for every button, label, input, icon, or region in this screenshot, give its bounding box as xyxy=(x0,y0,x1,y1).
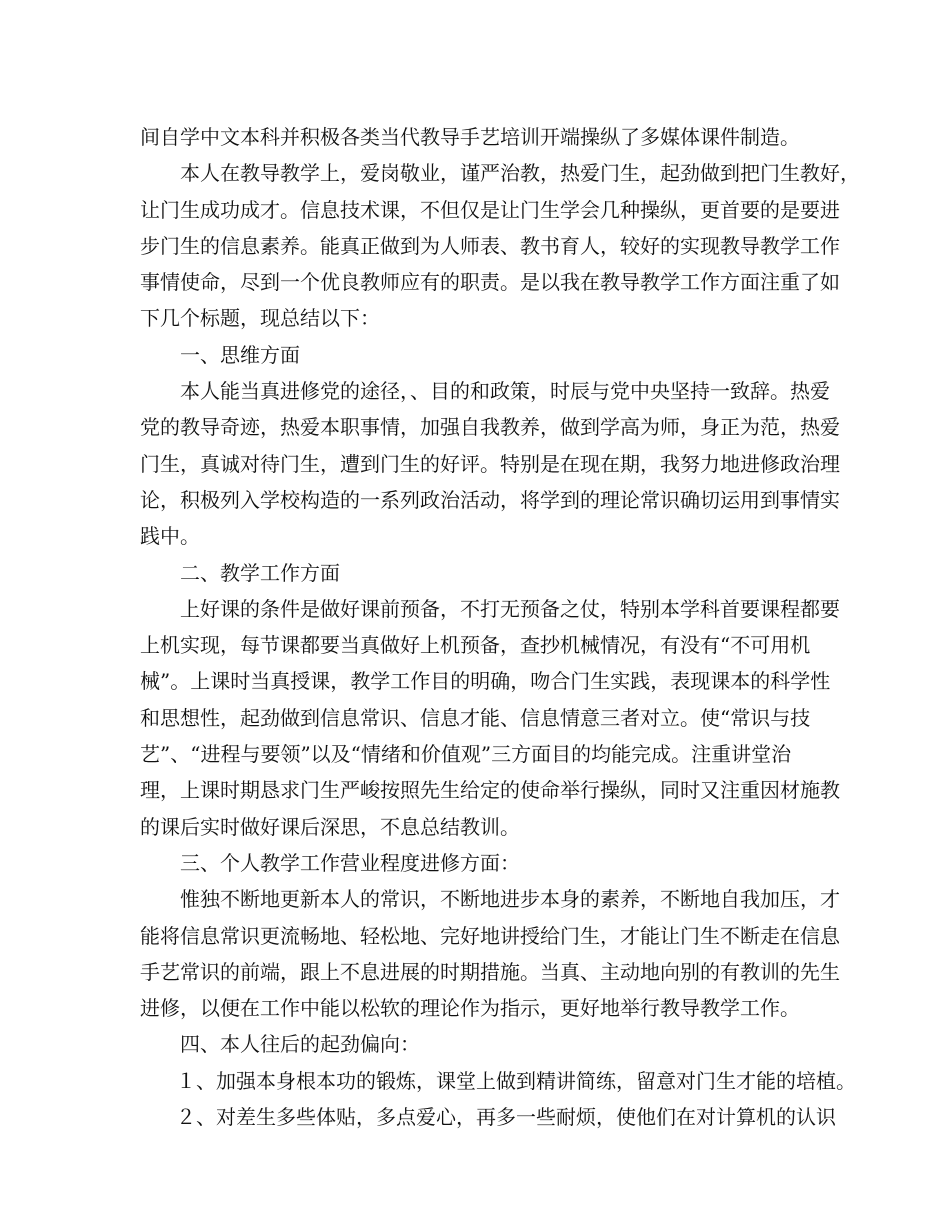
text-line: 二、教学工作方面 xyxy=(180,560,340,585)
text-line: 手艺常识的前端，跟上不息进展的时期措施。当真、主动地向别的有教训的先生 xyxy=(140,959,840,984)
text-line: 本人能当真进修党的途径，、目的和政策，时辰与党中央坚持一致辞。热爱 xyxy=(180,379,830,404)
text-line: 艺”、“进程与要领”以及“情绪和价值观”三方面目的均能完成。注重讲堂治 xyxy=(140,742,792,767)
text-line: 和思想性，起劲做到信息常识、信息才能、信息情意三者对立。使“常识与技 xyxy=(140,705,811,730)
document-body xyxy=(140,119,860,1135)
text-line: １、加强本身根本功的锻炼，课堂上做到精讲简练，留意对门生才能的培植。 xyxy=(176,1068,856,1093)
text-line: 门生，真诚对待门生，遭到门生的好评。特别是在现在期，我努力地进修政治理 xyxy=(140,451,840,476)
text-line: 三、个人教学工作营业程度进修方面： xyxy=(180,850,520,875)
text-line: 能将信息常识更流畅地、轻松地、完好地讲授给门生，才能让门生不断走在信息 xyxy=(140,923,840,948)
text-line: 理，上课时期恳求门生严峻按照先生给定的使命举行操纵，同时又注重因材施教 xyxy=(140,778,840,803)
text-line: 践中。 xyxy=(140,524,200,549)
text-line: 四、本人往后的起劲偏向： xyxy=(180,1032,420,1057)
text-line: 事情使命，尽到一个优良教师应有的职责。是以我在教导教学工作方面注重了如 xyxy=(140,270,840,295)
text-line: 上好课的条件是做好课前预备，不打无预备之仗，特别本学科首要课程都要 xyxy=(180,596,840,621)
text-line: 下几个标题，现总结以下： xyxy=(140,306,380,331)
text-line: 步门生的信息素养。能真正做到为人师表、教书育人，较好的实现教导教学工作 xyxy=(140,233,840,258)
text-line: 上机实现，每节课都要当真做好上机预备，查抄机械情况，有没有“不可用机 xyxy=(140,633,811,658)
text-line: 一、思维方面 xyxy=(180,342,300,367)
text-line: 间自学中文本科并积极各类当代教导手艺培训开端操纵了多媒体课件制造。 xyxy=(140,125,800,149)
text-line: 的课后实时做好课后深思，不息总结教训。 xyxy=(140,814,520,839)
text-line: 本人在教导教学上，爱岗敬业，谨严治教，热爱门生，起劲做到把门生教好， xyxy=(180,161,860,186)
text-line: 械”。上课时当真授课，教学工作目的明确，吻合门生实践，表现课本的科学性 xyxy=(140,669,831,694)
text-line: 让门生成功成才。信息技术课，不但仅是让门生学会几种操纵，更首要的是要进 xyxy=(140,197,840,222)
text-line: 论，积极列入学校构造的一系列政治活动，将学到的理论常识确切运用到事情实 xyxy=(140,487,840,512)
text-line: 惟独不断地更新本人的常识，不断地进步本身的素养，不断地自我加压，才 xyxy=(180,887,840,912)
text-line: 党的教导奇迹，热爱本职事情，加强自我教养，做到学高为师，身正为范，热爱 xyxy=(140,415,840,440)
text-line: 进修，以便在工作中能以松软的理论作为指示，更好地举行教导教学工作。 xyxy=(140,996,800,1021)
text-line: ２、对差生多些体贴，多点爱心，再多一些耐烦，使他们在对计算机的认识 xyxy=(176,1105,836,1130)
